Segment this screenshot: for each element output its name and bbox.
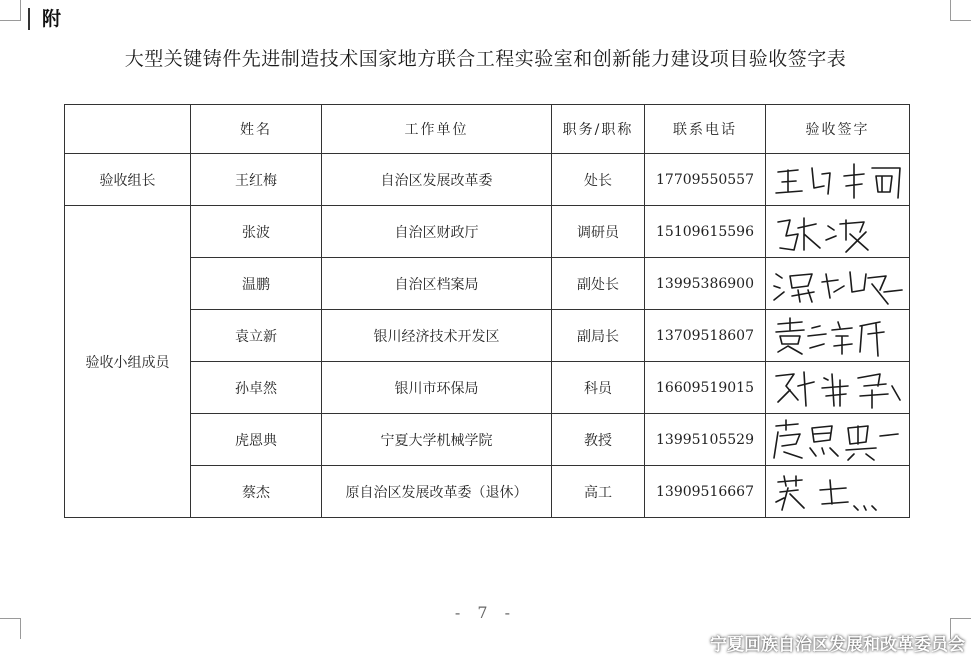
table-row [65,206,910,258]
phone-cell: 13995105529 [645,414,766,466]
signature-cell [766,362,910,414]
header-name: 姓名 [191,105,322,154]
handwritten-signature [768,418,908,462]
phone-cell: 13709518607 [645,310,766,362]
name-cell: 温鹏 [191,258,322,310]
title-cell: 副局长 [552,310,645,362]
crop-mark-top-left [0,0,21,21]
signature-cell [766,154,910,206]
watermark-text: 宁夏回族自治区发展和改革委员会 [710,635,965,655]
table-row [65,258,910,310]
phone-cell: 13909516667 [645,466,766,518]
phone-cell: 13995386900 [645,258,766,310]
attachment-label: 附 [28,8,61,30]
title-cell: 科员 [552,362,645,414]
handwritten-signature [768,158,908,202]
handwritten-signature [768,210,908,254]
name-cell: 蔡杰 [191,466,322,518]
signature-cell [766,206,910,258]
table-row [65,154,910,206]
signature-cell [766,310,910,362]
table-row [65,362,910,414]
name-cell: 王红梅 [191,154,322,206]
title-cell: 高工 [552,466,645,518]
unit-cell: 原自治区发展改革委（退休） [322,466,552,518]
title-cell: 教授 [552,414,645,466]
header-phone: 联系电话 [645,105,766,154]
signature-table [64,104,910,518]
title-cell: 调研员 [552,206,645,258]
header-unit: 工作单位 [322,105,552,154]
crop-mark-top-right [950,0,971,21]
unit-cell: 宁夏大学机械学院 [322,414,552,466]
handwritten-signature [768,262,908,306]
header-title: 职务/职称 [552,105,645,154]
unit-cell: 自治区档案局 [322,258,552,310]
signature-cell [766,258,910,310]
document-title: 大型关键铸件先进制造技术国家地方联合工程实验室和创新能力建设项目验收签字表 [124,48,847,70]
phone-cell: 16609519015 [645,362,766,414]
header-role [65,105,191,154]
phone-cell: 17709550557 [645,154,766,206]
handwritten-signature [768,366,908,410]
header-signature: 验收签字 [766,105,910,154]
handwritten-signature [768,470,908,514]
unit-cell: 自治区财政厅 [322,206,552,258]
role-cell: 验收小组成员 [65,206,191,518]
unit-cell: 自治区发展改革委 [322,154,552,206]
name-cell: 孙卓然 [191,362,322,414]
handwritten-signature [768,314,908,358]
table-row [65,466,910,518]
signature-cell [766,466,910,518]
table-header-row [65,105,910,154]
name-cell: 袁立新 [191,310,322,362]
unit-cell: 银川市环保局 [322,362,552,414]
phone-cell: 15109615596 [645,206,766,258]
name-cell: 张波 [191,206,322,258]
signature-cell [766,414,910,466]
table-row [65,310,910,362]
page-number: - 7 - [454,603,517,622]
title-cell: 处长 [552,154,645,206]
role-cell: 验收组长 [65,154,191,206]
name-cell: 虎恩典 [191,414,322,466]
table-row [65,414,910,466]
unit-cell: 银川经济技术开发区 [322,310,552,362]
title-cell: 副处长 [552,258,645,310]
